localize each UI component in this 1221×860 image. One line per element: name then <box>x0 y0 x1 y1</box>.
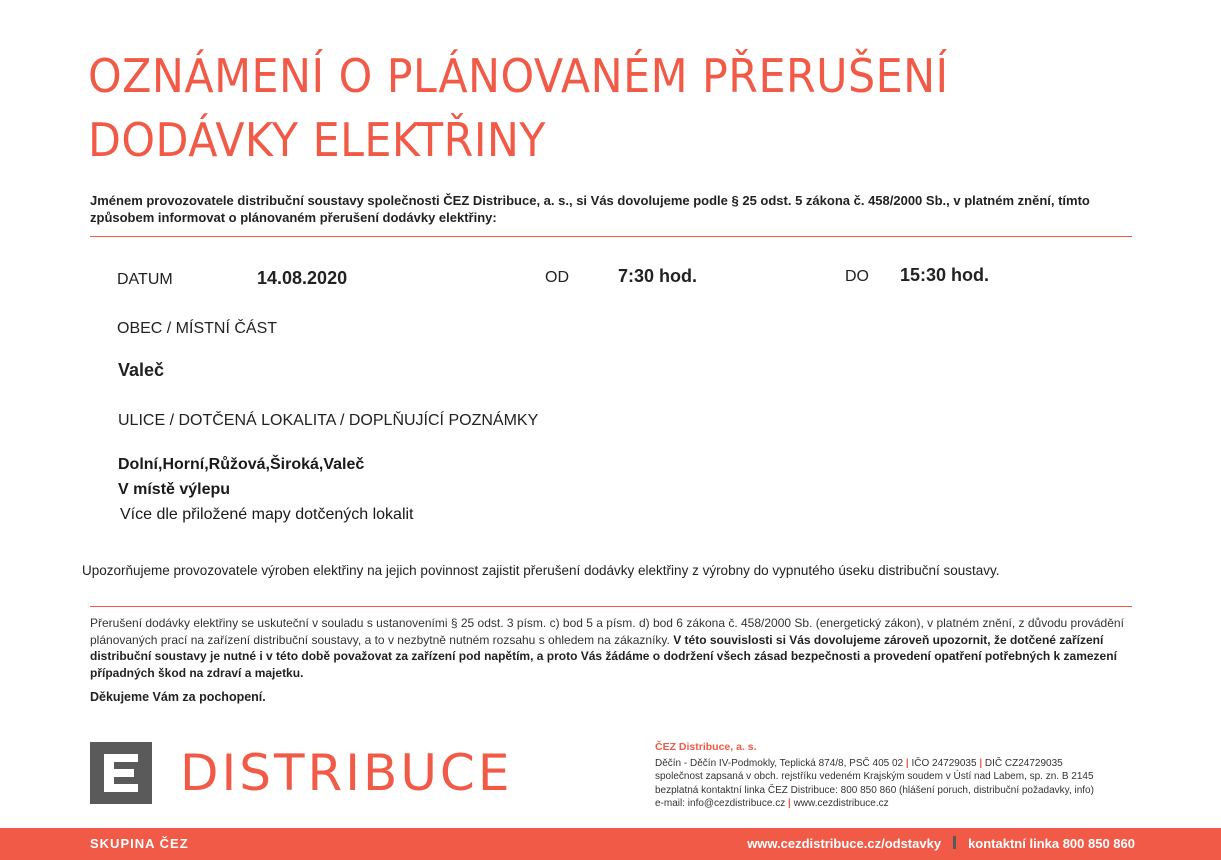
streets-note: V místě výlepu <box>118 481 231 498</box>
cez-logo-icon <box>90 742 152 804</box>
legal-normal: Přerušení dodávky elektřiny se uskuteční v souladu s ustanoveními § 25 odst. 3 písm. c) bod 5 a písm. d) bod 6 zákona č. 458/2000 Sb. (energetický zákon), v platném znění, z důvodu provádění plánovaných prací na zařízení distribuční soustavy, a to v nezbytně nutném rozsahu s ohledem na zákazníky. <box>90 616 1124 647</box>
company-registry: společnost zapsaná v obch. rejstříku vedeném Krajským soudem v Ústí nad Labem, sp. zn. B 2145 <box>655 771 1094 783</box>
to-label: DO <box>845 268 869 285</box>
from-label: OD <box>545 269 569 286</box>
producer-notice: Upozorňujeme provozovatele výroben elektřiny na jejich povinnost zajistit přerušení dodávky elektřiny z výrobny do vypnutého úseku distribuční soustavy. <box>82 563 1000 578</box>
municipality-value: Valeč <box>118 360 165 380</box>
title-line-2: DODÁVKY ELEKTŘINY <box>88 113 546 167</box>
separator: | <box>787 798 791 810</box>
footer-hotline: kontaktní linka 800 850 860 <box>968 836 1135 851</box>
legal-bold: V této souvislosti si Vás dovolujeme zároveň upozornit, že dotčené zařízení distribuční soustavy je nutné i v této době považovat za zařízení pod napětím, a proto Vás žádáme o dodržení všech zásad bezpečnosti a provedení opatření potřebných k zamezení případných škod na zdraví a majetku. <box>90 632 1117 680</box>
intro-text: Jménem provozovatele distribuční soustavy společnosti ČEZ Distribuce, a. s., si Vás dovolujeme podle § 25 odst. 5 zákona č. 458/2000 Sb., v platném znění, tímto způsobem informovat o plánovaném přerušení dodávky elektřiny: <box>90 193 1090 225</box>
date-label: DATUM <box>117 271 173 288</box>
brand-name: DISTRIBUCE <box>180 744 513 802</box>
thanks-text: Děkujeme Vám za pochopení. <box>90 690 266 704</box>
to-value: 15:30 hod. <box>900 265 990 285</box>
streets-map-note: Více dle přiložené mapy dotčených lokalit <box>120 506 414 523</box>
streets-block <box>118 452 414 527</box>
from-value: 7:30 hod. <box>618 266 698 286</box>
company-web[interactable]: www.cezdistribuce.cz <box>793 798 889 810</box>
footer-divider <box>953 836 956 849</box>
divider-bottom <box>90 606 1132 607</box>
company-name: ČEZ Distribuce, a. s. <box>655 741 757 753</box>
legal-text <box>90 615 1135 681</box>
footer-bar <box>0 828 1221 860</box>
footer-right <box>747 836 1135 851</box>
divider-top <box>90 236 1132 237</box>
footer-url[interactable]: www.cezdistribuce.cz/odstavky <box>747 836 942 851</box>
separator: | <box>979 757 983 769</box>
municipality-label: OBEC / MÍSTNÍ ČÁST <box>117 320 278 337</box>
separator: | <box>905 757 909 769</box>
footer-group: SKUPINA ČEZ <box>90 836 189 851</box>
streets-label: ULICE / DOTČENÁ LOKALITA / DOPLŇUJÍCÍ POZNÁMKY <box>118 412 539 429</box>
title-line-1: OZNÁMENÍ O PLÁNOVANÉM PŘERUŠENÍ <box>88 49 949 103</box>
streets-list: Dolní,Horní,Růžová,Široká,Valeč <box>118 456 365 473</box>
company-email[interactable]: e-mail: info@cezdistribuce.cz <box>655 798 786 810</box>
company-hotline: bezplatná kontaktní linka ČEZ Distribuce: 800 850 860 (hlášení poruch, distribuční požadavky, info) <box>655 784 1094 796</box>
company-ico: IČO 24729035 <box>911 757 977 769</box>
page-title <box>88 44 1092 172</box>
company-info <box>655 741 1135 811</box>
company-address: Děčín - Děčín IV-Podmokly, Teplická 874/8, PSČ 405 02 <box>655 757 904 769</box>
company-dic: DIČ CZ24729035 <box>984 757 1063 769</box>
date-value: 14.08.2020 <box>257 268 348 288</box>
